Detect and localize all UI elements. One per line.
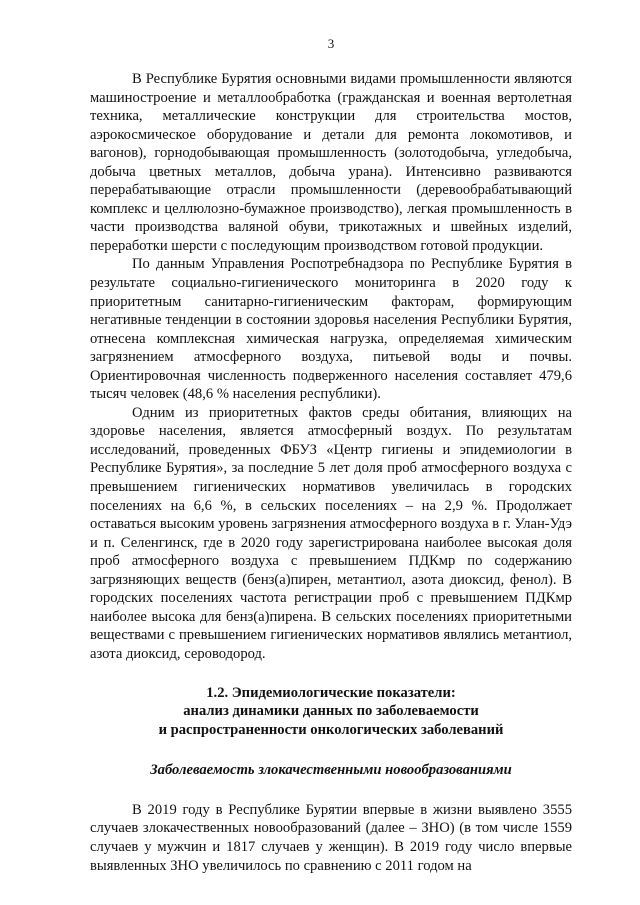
page-number: 3 bbox=[327, 36, 335, 51]
section-title-line: анализ динамики данных по заболеваемости bbox=[183, 703, 479, 720]
paragraph-monitoring: По данным Управления Роспотребнадзора по Республике Бурятия в результате социально-гигиенического мониторинга в 2020 году к приоритетным санитарно-гигиеническим факторам, формирующим негативные тенденции в состоянии здоровья населения Республики Бурятия, отнесена комплексная химическая нагрузка, определяемая химическим загрязнением атмосферного воздуха, питьевой воды и почвы. Ориентировочная численность подверженного населения составляет 479,6 тысяч человек (48,6 % населения республики). bbox=[90, 256, 572, 403]
subsection-title: Заболеваемость злокачественными новообразованиями bbox=[150, 762, 512, 779]
paragraph-air-quality: Одним из приоритетных фактов среды обитания, влияющих на здоровье населения, является атмосферный воздух. По результатам исследований, проведенных ФБУЗ «Центр гигиены и эпидемиологии в Республике Бурятия», за последние 5 лет доля проб атмосферного воздуха с превышением гигиенических нормативов увеличилась в городских поселениях на 6,6 %, в сельских поселениях – на 2,9 %. Продолжает оставаться высоким уровень загрязнения атмосферного воздуха в г. Улан-Удэ и п. Селенгинск, где в 2020 году зарегистрирована наиболее высокая доля проб атмосферного воздуха с превышением ПДКмр по содержанию загрязняющих веществ (бенз(а)пирен, метантиол, азота диоксид, фенол). В городских поселениях частота регистрации проб с превышением ПДКмр наиболее высока для бенз(а)пирена. В сельских поселениях приоритетными веществами с превышением гигиенических нормативов являлись метантиол, азота диоксид, сероводород. bbox=[90, 404, 572, 662]
section-title bbox=[90, 684, 572, 740]
section-title-line: 1.2. Эпидемиологические показатели: bbox=[206, 684, 456, 701]
paragraph-incidence: В 2019 году в Республике Бурятии впервые в жизни выявлено 3555 случаев злокачественных новообразований (далее – ЗНО) (в том числе 1559 случаев у мужчин и 1817 случаев у женщин). В 2019 году число впервые выявленных ЗНО увеличилось по сравнению с 2011 годом на bbox=[90, 801, 572, 874]
paragraph-industry: В Республике Бурятия основными видами промышленности являются машиностроение и металлообработка (гражданская и военная вертолетная техника, металлические конструкции для строительства мостов, аэрокосмическое оборудование и детали для ремонта локомотивов, и вагонов), горнодобывающая промышленность (золотодобыча, угледобыча, добыча цветных металлов, добыча урана). Интенсивно развиваются перерабатывающие отрасли промышленности (деревообрабатывающий комплекс и целлюлозно-бумажное производство), легкая промышленность в части производства валяной обуви, трикотажных и швейных изделий, переработки шерсти с последующим производством готовой продукции. bbox=[90, 71, 572, 254]
section-title-line: и распространенности онкологических заболеваний bbox=[158, 721, 504, 738]
